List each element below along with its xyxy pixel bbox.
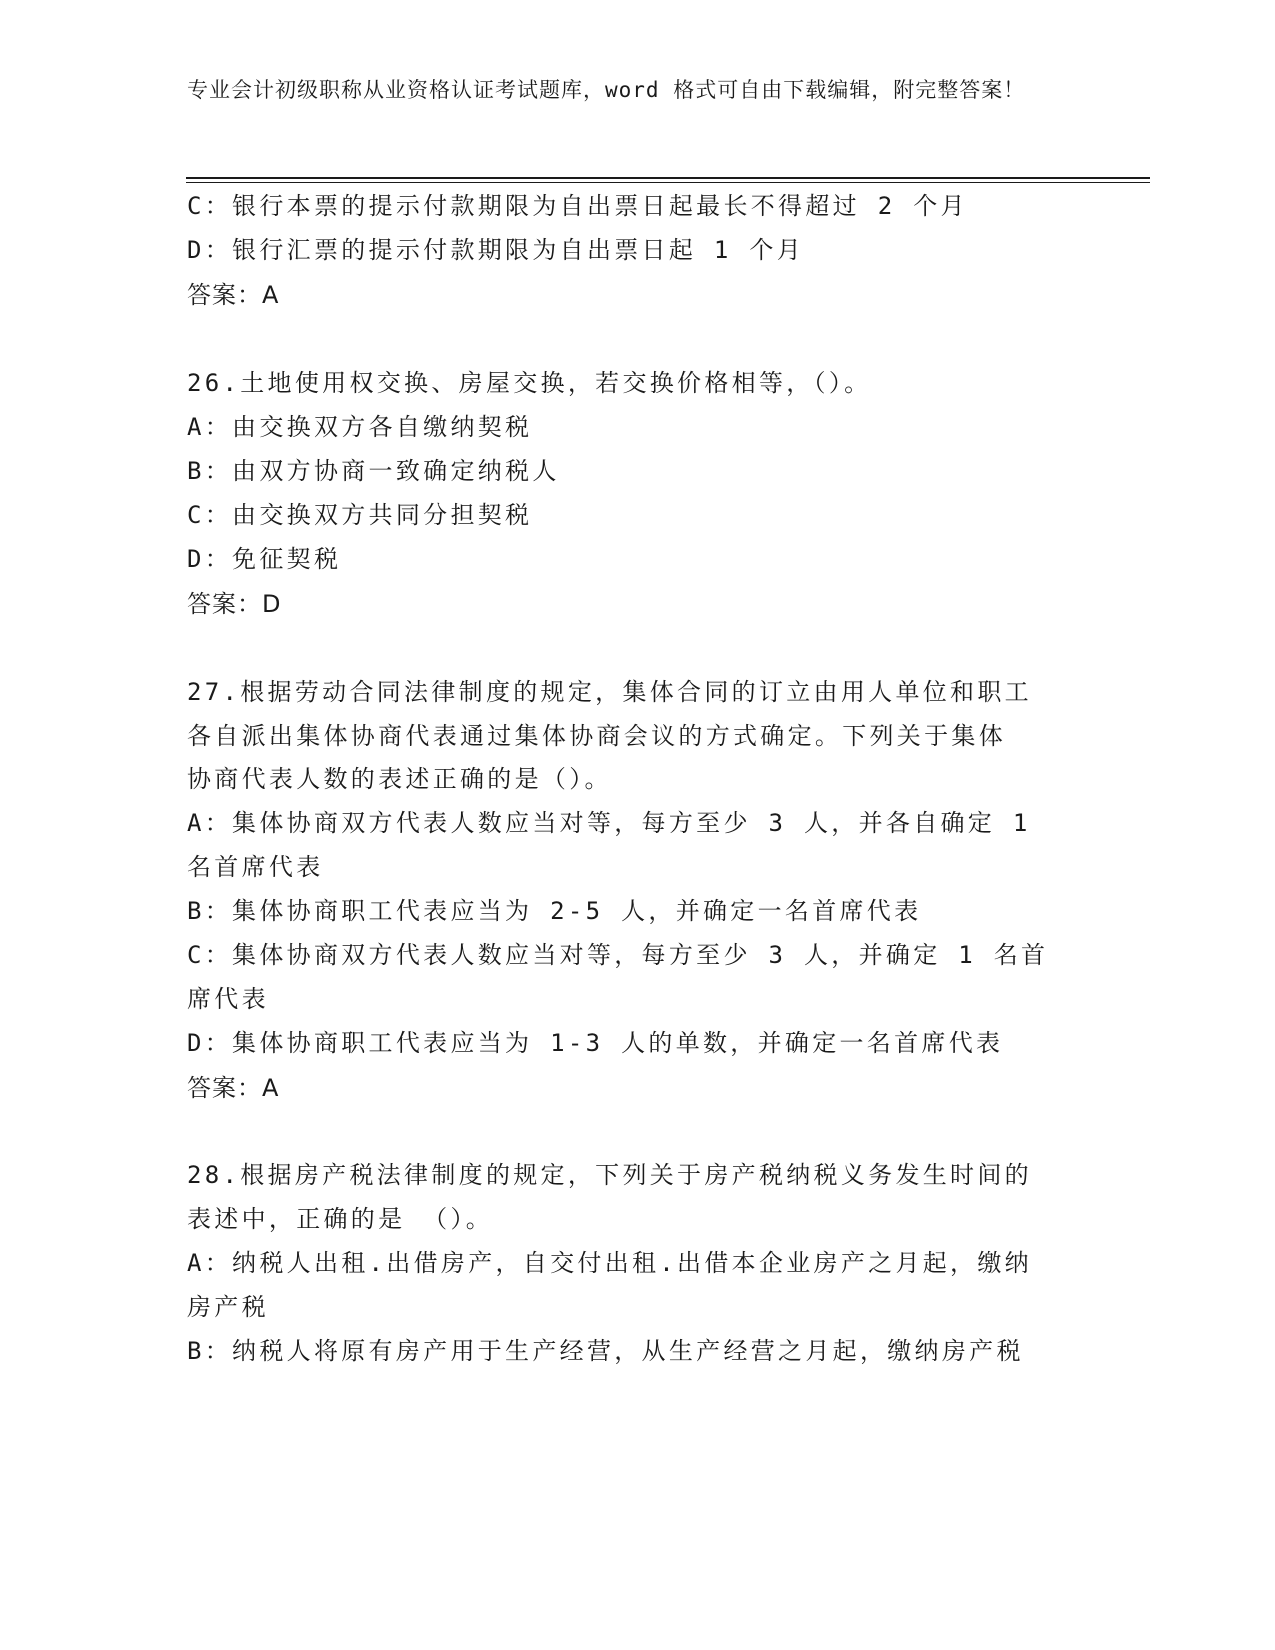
q26-answer: 答案：D (187, 590, 282, 618)
q27-option-a-line-2: 名首席代表 (187, 853, 324, 881)
q27-question-line-1: 27.根据劳动合同法律制度的规定，集体合同的订立由用人单位和职工 (187, 678, 1032, 706)
header-divider-thin (186, 182, 1150, 183)
q28-option-a-line-2: 房产税 (187, 1293, 269, 1321)
q27-answer: 答案：A (187, 1074, 280, 1102)
q28-option-b: B：纳税人将原有房产用于生产经营，从生产经营之月起，缴纳房产税 (187, 1337, 1024, 1365)
q28-option-a-line-1: A：纳税人出租.出借房产，自交付出租.出借本企业房产之月起，缴纳 (187, 1249, 1032, 1277)
q27-option-b: B：集体协商职工代表应当为 2-5 人，并确定一名首席代表 (187, 897, 922, 925)
q25-answer: 答案：A (187, 281, 280, 309)
q27-question-line-2: 各自派出集体协商代表通过集体协商会议的方式确定。下列关于集体 (187, 722, 1006, 750)
header-divider-thick (186, 177, 1150, 179)
q26-question: 26.土地使用权交换、房屋交换，若交换价格相等，（）。 (187, 369, 872, 397)
q27-option-c-line-1: C：集体协商双方代表人数应当对等，每方至少 3 人，并确定 1 名首 (187, 941, 1049, 969)
q25-option-d: D：银行汇票的提示付款期限为自出票日起 1 个月 (187, 236, 804, 264)
q27-option-a-line-1: A：集体协商双方代表人数应当对等，每方至少 3 人，并各自确定 1 (187, 809, 1031, 837)
q28-question-line-1: 28.根据房产税法律制度的规定，下列关于房产税纳税义务发生时间的 (187, 1161, 1032, 1189)
q26-option-c: C：由交换双方共同分担契税 (187, 501, 533, 529)
page-header: 专业会计初级职称从业资格认证考试题库，word 格式可自由下载编辑，附完整答案！ (187, 78, 1026, 102)
q25-option-c: C：银行本票的提示付款期限为自出票日起最长不得超过 2 个月 (187, 192, 968, 220)
q26-option-b: B：由双方协商一致确定纳税人 (187, 457, 560, 485)
q26-option-d: D：免征契税 (187, 545, 342, 573)
q27-option-c-line-2: 席代表 (187, 985, 269, 1013)
q28-question-line-2: 表述中，正确的是 （）。 (187, 1205, 494, 1233)
q27-question-line-3: 协商代表人数的表述正确的是（）。 (187, 765, 612, 793)
q26-option-a: A：由交换双方各自缴纳契税 (187, 413, 533, 441)
q27-option-d: D：集体协商职工代表应当为 1-3 人的单数，并确定一名首席代表 (187, 1029, 1004, 1057)
